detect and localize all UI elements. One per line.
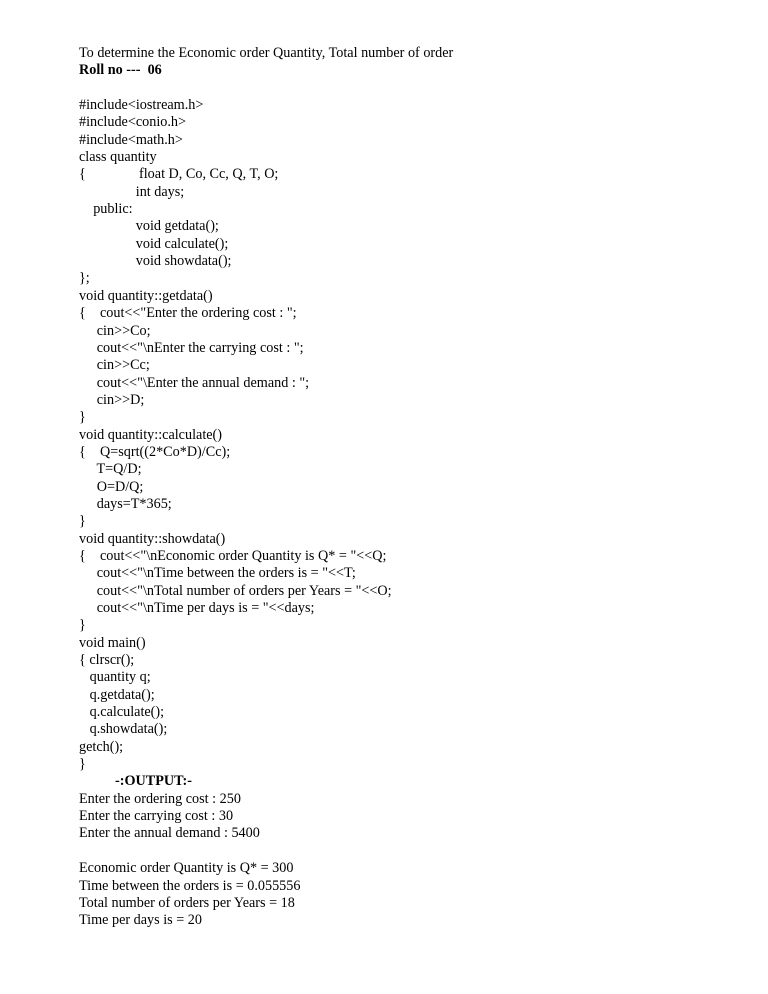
code-line: cin>>D; (79, 391, 145, 408)
code-line: cout<<"\nTotal number of orders per Years = "<<O; (79, 582, 392, 599)
code-line: cout<<"\Enter the annual demand : "; (79, 374, 310, 391)
code-line: int days; (79, 183, 185, 200)
code-line: void quantity::calculate() (79, 426, 223, 443)
roll-number: Roll no --- 06 (79, 62, 162, 79)
code-line: void getdata(); (79, 218, 219, 235)
blank-line (79, 843, 739, 860)
code-line: cout<<"\nTime between the orders is = "<<T; (79, 565, 356, 582)
code-line: void calculate(); (79, 235, 229, 252)
document-title: To determine the Economic order Quantity, Total number of order (79, 45, 454, 61)
output-line: Time per days is = 20 (79, 912, 202, 929)
code-line: q.showdata(); (79, 721, 168, 738)
code-line: cin>>Co; (79, 322, 151, 339)
code-line: getch(); (79, 738, 124, 755)
code-line: #include<conio.h> (79, 114, 187, 131)
code-line: { clrscr(); (79, 652, 135, 669)
code-line: { cout<<"\nEconomic order Quantity is Q* = "<<Q; (79, 547, 387, 564)
output-line: Economic order Quantity is Q* = 300 (79, 860, 294, 877)
code-line: void quantity::showdata() (79, 530, 226, 547)
blank-line (79, 80, 739, 97)
code-line: cout<<"\nTime per days is = "<<days; (79, 600, 315, 616)
code-listing (79, 97, 739, 773)
output-line: Time between the orders is = 0.055556 (79, 877, 301, 894)
code-line: }; (79, 270, 90, 287)
code-line: cin>>Cc; (79, 357, 150, 374)
code-line: T=Q/D; (79, 461, 142, 478)
code-line: { float D, Co, Cc, Q, T, O; (79, 166, 279, 183)
code-line: q.getdata(); (79, 686, 155, 703)
code-line: { cout<<"Enter the ordering cost : "; (79, 305, 297, 322)
output-line: Enter the carrying cost : 30 (79, 808, 234, 825)
code-line: } (79, 513, 86, 530)
code-line: void showdata(); (79, 253, 232, 270)
code-line: void main() (79, 634, 146, 651)
code-line: O=D/Q; (79, 478, 144, 495)
code-line: } (79, 756, 86, 773)
code-line: #include<iostream.h> (79, 97, 204, 114)
code-line: class quantity (79, 149, 157, 166)
code-line: #include<math.h> (79, 131, 183, 148)
output-heading: -:OUTPUT:- (115, 773, 192, 790)
document-page (79, 45, 739, 930)
output-line: Total number of orders per Years = 18 (79, 894, 295, 911)
code-line: public: (79, 201, 133, 218)
code-line: cout<<"\nEnter the carrying cost : "; (79, 339, 304, 356)
code-line: } (79, 409, 86, 426)
code-line: q.calculate(); (79, 704, 165, 721)
code-line: quantity q; (79, 669, 151, 686)
code-line: { Q=sqrt((2*Co*D)/Cc); (79, 443, 231, 460)
output-line: Enter the ordering cost : 250 (79, 790, 241, 807)
output-line: Enter the annual demand : 5400 (79, 825, 260, 842)
code-line: } (79, 617, 86, 634)
code-line: days=T*365; (79, 495, 172, 512)
output-inputs (79, 791, 739, 843)
code-line: void quantity::getdata() (79, 287, 213, 304)
output-results (79, 860, 739, 929)
